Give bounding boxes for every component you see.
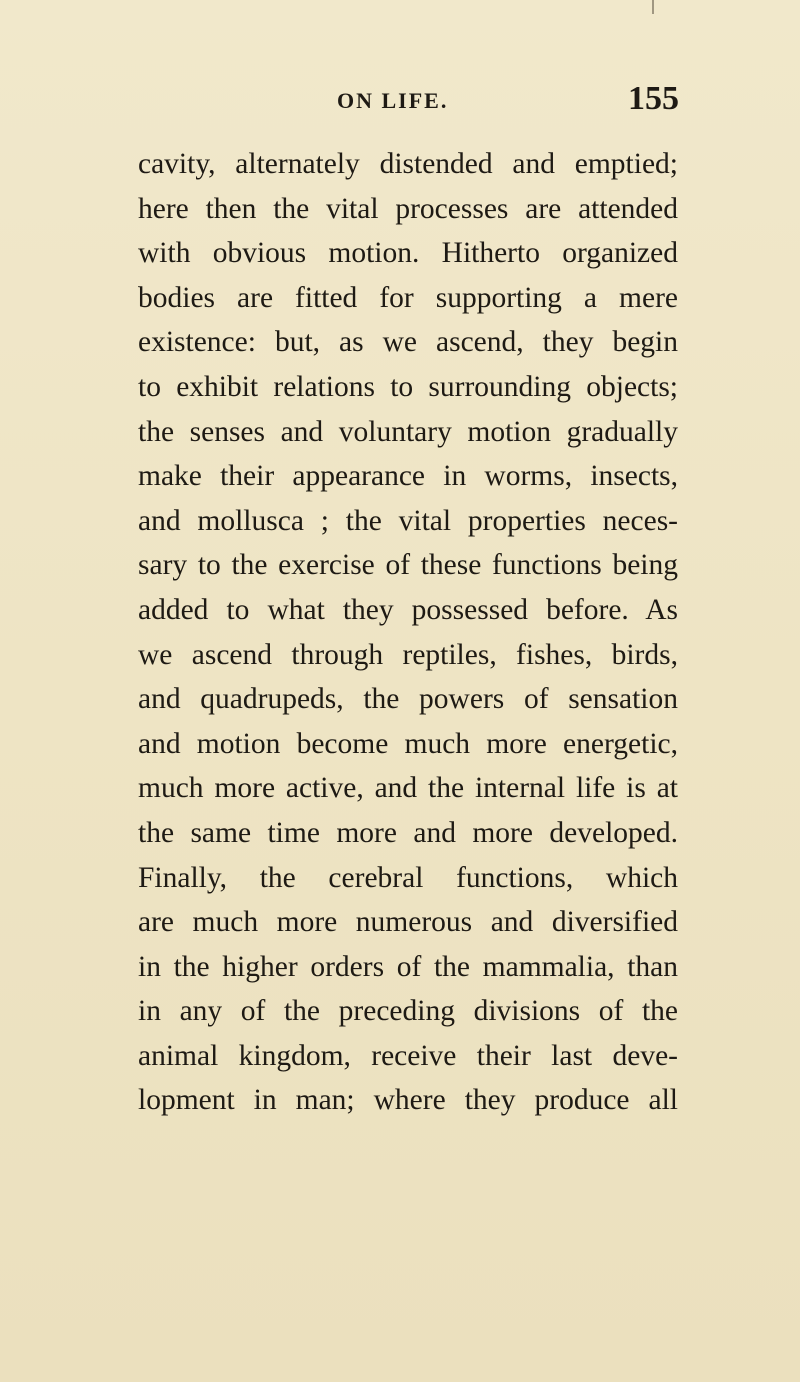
text-line: sary to the exercise of these functions being bbox=[138, 549, 678, 582]
page-number: 155 bbox=[628, 80, 679, 117]
text-line: in the higher orders of the mammalia, than bbox=[138, 950, 678, 983]
text-line: and mollusca ; the vital properties neces- bbox=[138, 504, 678, 537]
text-line: animal kingdom, receive their last deve- bbox=[138, 1039, 678, 1072]
text-line: the same time more and more developed. bbox=[138, 816, 678, 849]
text-line: here then the vital processes are attended bbox=[138, 192, 678, 225]
print-speck bbox=[652, 0, 654, 14]
running-head: ON LIFE. bbox=[337, 88, 449, 113]
text-line: we ascend through reptiles, fishes, birds, bbox=[138, 638, 678, 671]
text-line: lopment in man; where they produce all bbox=[138, 1084, 678, 1117]
text-line: in any of the preceding divisions of the bbox=[138, 995, 678, 1028]
body-text bbox=[138, 142, 678, 1123]
text-line: to exhibit relations to surrounding objects; bbox=[138, 370, 678, 403]
text-line: and motion become much more energetic, bbox=[138, 727, 678, 760]
text-line: bodies are fitted for supporting a mere bbox=[138, 281, 678, 314]
text-line: the senses and voluntary motion gradually bbox=[138, 415, 678, 448]
text-line: much more active, and the internal life is at bbox=[138, 772, 678, 805]
text-line: are much more numerous and diversified bbox=[138, 906, 678, 939]
text-line: Finally, the cerebral functions, which bbox=[138, 861, 678, 894]
page-header bbox=[0, 80, 800, 124]
text-line: with obvious motion. Hitherto organized bbox=[138, 237, 678, 270]
text-line: added to what they possessed before. As bbox=[138, 593, 678, 626]
text-line: existence: but, as we ascend, they begin bbox=[138, 326, 678, 359]
text-line: cavity, alternately distended and emptied; bbox=[138, 148, 678, 180]
text-line: and quadrupeds, the powers of sensation bbox=[138, 683, 678, 716]
text-line: make their appearance in worms, insects, bbox=[138, 460, 678, 493]
